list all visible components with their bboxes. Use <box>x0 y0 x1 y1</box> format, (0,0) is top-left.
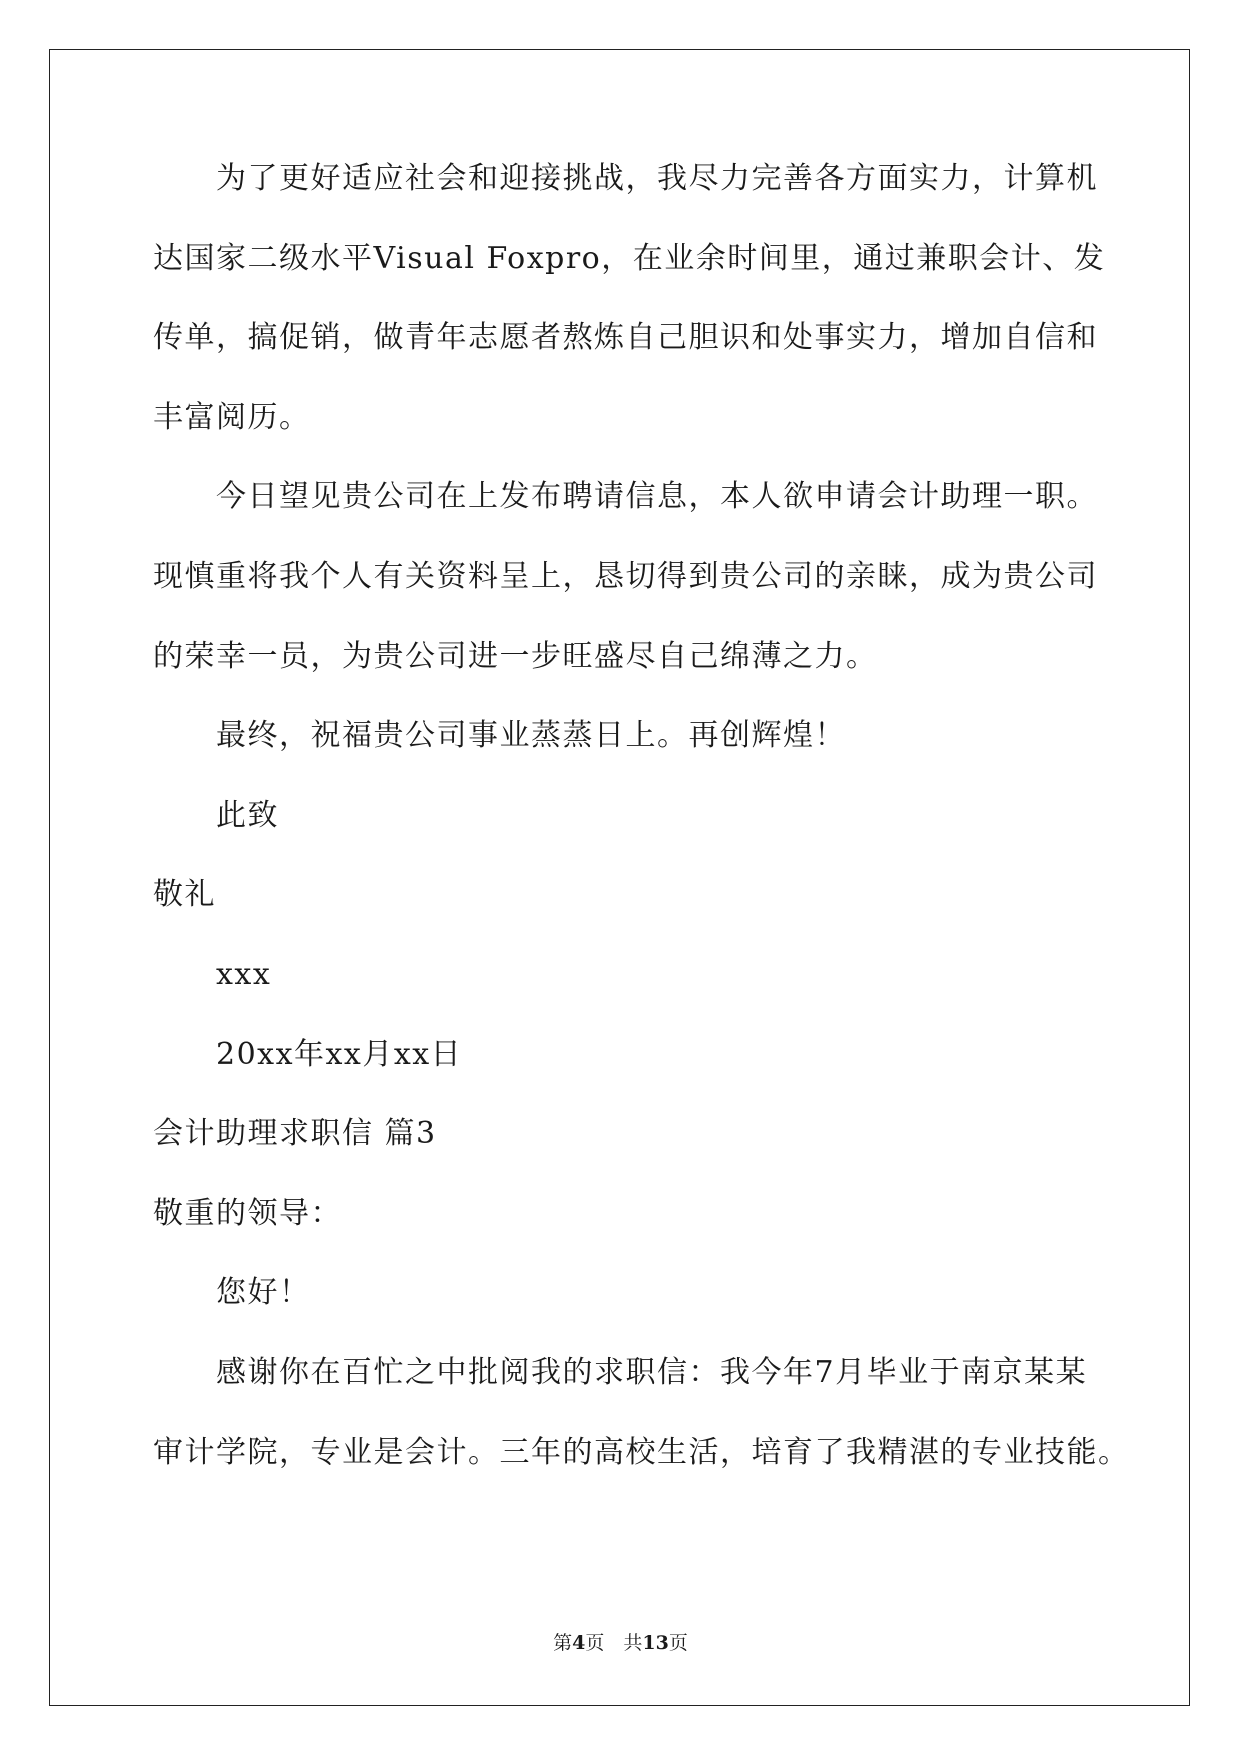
paragraph-line: 的荣幸一员，为贵公司进一步旺盛尽自己绵薄之力。 <box>153 638 878 674</box>
paragraph-line: 丰富阅历。 <box>153 399 311 435</box>
page-footer <box>0 1628 1241 1655</box>
salutation-closing: 此致 <box>216 797 279 833</box>
footer-suffix: 页 <box>668 1632 688 1654</box>
current-page-number: 4 <box>572 1632 586 1654</box>
signature-date: 20xx年xx月xx日 <box>216 1036 463 1072</box>
footer-mid: 页 共 <box>585 1632 643 1654</box>
paragraph-line: 为了更好适应社会和迎接挑战，我尽力完善各方面实力，计算机 <box>216 161 1098 196</box>
section-title: 会计助理求职信 篇3 <box>153 1116 437 1152</box>
total-page-count: 13 <box>642 1632 669 1654</box>
salutation-respect: 敬礼 <box>153 877 216 913</box>
letter-greeting: 敬重的领导： <box>153 1195 342 1231</box>
document-body <box>153 160 1130 1513</box>
paragraph-line: 现慎重将我个人有关资料呈上，恳切得到贵公司的亲睐，成为贵公司 <box>153 558 1098 594</box>
letter-hello: 您好！ <box>216 1275 311 1311</box>
paragraph-line: 最终，祝福贵公司事业蒸蒸日上。再创辉煌！ <box>216 718 846 754</box>
paragraph-line: 达国家二级水平Visual Foxpro，在业余时间里，通过兼职会计、发 <box>153 240 1106 276</box>
signature-name: xxx <box>216 956 272 992</box>
paragraph-line: 感谢你在百忙之中批阅我的求职信：我今年7月毕业于南京某某 <box>216 1354 1088 1390</box>
paragraph-line: 审计学院，专业是会计。三年的高校生活，培育了我精湛的专业技能。 <box>153 1434 1130 1470</box>
paragraph-line: 传单，搞促销，做青年志愿者熬炼自己胆识和处事实力，增加自信和 <box>153 320 1098 356</box>
footer-prefix: 第 <box>553 1632 573 1654</box>
paragraph-line: 今日望见贵公司在上发布聘请信息，本人欲申请会计助理一职。 <box>216 479 1098 515</box>
